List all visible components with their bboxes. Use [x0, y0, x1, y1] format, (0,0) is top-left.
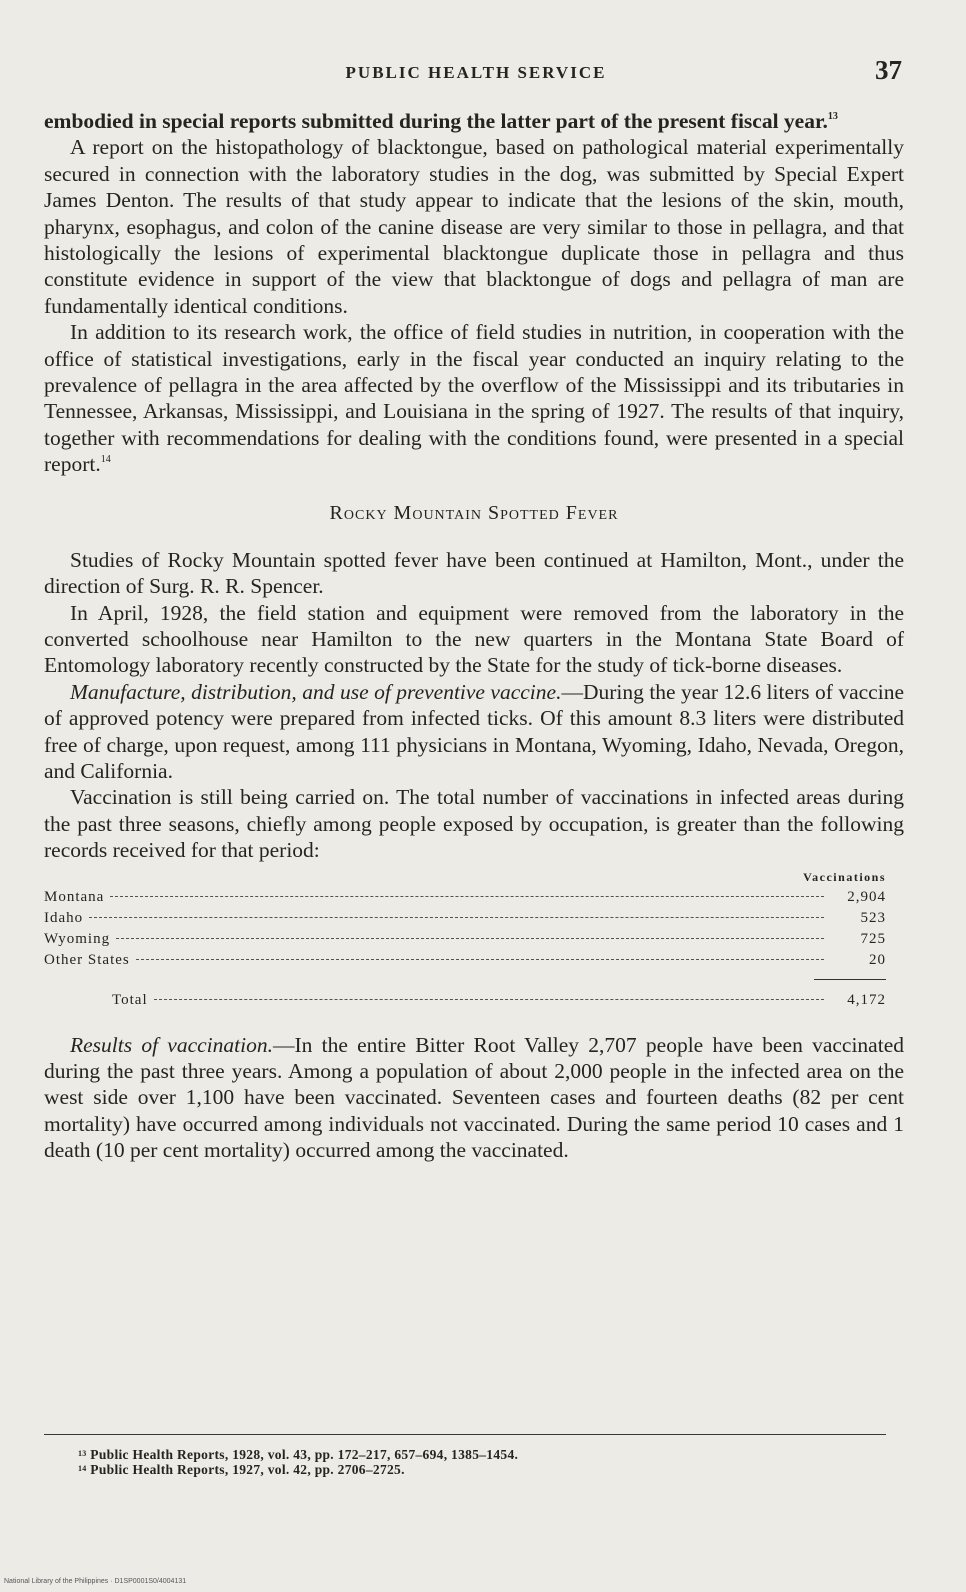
row-label: Wyoming: [44, 930, 111, 947]
row-value: 20: [869, 951, 886, 968]
dot-leader: [89, 917, 824, 918]
table-column-header: Vaccinations: [803, 869, 886, 884]
table-row: [44, 931, 904, 952]
paragraph-text: embodied in special reports submitted during the latter part of the present fiscal year.: [44, 109, 828, 133]
run-in-heading: Results of vaccination.: [70, 1032, 273, 1057]
row-label: Montana: [44, 888, 105, 905]
table-row: [44, 910, 904, 931]
total-label: Total: [112, 991, 148, 1008]
table-total-row: [44, 992, 904, 1016]
total-value: 4,172: [847, 991, 886, 1008]
run-in-heading: Manufacture, distribution, and use of preventive vaccine.: [70, 679, 562, 704]
dot-leader: [110, 896, 824, 897]
vaccination-table: [44, 870, 904, 1016]
row-label: Other States: [44, 951, 130, 968]
footnote-marker: 14: [78, 1464, 87, 1473]
dot-leader: [154, 999, 824, 1000]
footnotes: [44, 1434, 904, 1477]
footnote-ref: 14: [100, 454, 111, 466]
row-value: 725: [860, 930, 886, 947]
paragraph-continued: [44, 108, 904, 134]
footnote: [44, 1462, 904, 1477]
page-number: 37: [875, 55, 902, 85]
library-stamp: National Library of the Philippines · D1SP0001S0/4004131: [4, 1578, 187, 1585]
footnote-divider: [44, 1434, 886, 1435]
paragraph-text: In addition to its research work, the office of field studies in nutrition, in cooperation with the office of statistical investigations, early in the fiscal year conducted an inquiry relating to the prevalence of pellagra in the area affected by the overflow of the Mississippi and its tributaries in Tennessee, Arkansas, Mississippi, and Louisiana in the spring of 1927. The results of that inquiry, together with recommendations for dealing with the conditions found, were presented in a special report.: [44, 320, 904, 477]
paragraph-studies: Studies of Rocky Mountain spotted fever have been continued at Hamilton, Mont., under the direction of Surg. R. R. Spencer.: [44, 547, 904, 599]
paragraph-text: —In the entire Bitter Root Valley 2,707 people have been vaccinated during the past three years. Among a population of about 2,000 people in the infected area on the west side over 1,100 have been vaccinated. Seventeen cases and fourteen deaths (82 per cent mortality) have occurred among individuals not vaccinated. During the same period 10 cases and 1 death (10 per cent mortality) occurred among the vaccinated.: [44, 1032, 904, 1163]
total-rule: [814, 979, 886, 980]
dot-leader: [116, 938, 824, 939]
paragraph-blacktongue: A report on the histopathology of blacktongue, based on pathological material experimentally secured in connection with the laboratory studies in the dog, was submitted by Special Expert James Denton. The results of that study appear to indicate that the lesions of the skin, mouth, pharynx, esophagus, and colon of the canine disease are very similar to those in pellagra, and that histologically the lesions of experimental blacktongue duplicate those in pellagra and thus constitute evidence in support of the view that blacktongue of dogs and pellagra of man are fundamentally identical conditions.: [44, 135, 904, 318]
footnote-ref: 13: [827, 111, 838, 122]
paragraph-pellagra-inquiry: [44, 319, 904, 477]
row-label: Idaho: [44, 909, 84, 926]
footnote-text: Public Health Reports, 1927, vol. 42, pp. 2706–2725.: [90, 1462, 405, 1477]
footnote-marker: 13: [78, 1449, 87, 1458]
page-body: [44, 108, 904, 1164]
paragraph-vaccination: Vaccination is still being carried on. The total number of vaccinations in infected areas during the past three seasons, chiefly among people exposed by occupation, is greater than the following records received for that period:: [44, 785, 904, 863]
footnote-text: Public Health Reports, 1928, vol. 43, pp. 172–217, 657–694, 1385–1454.: [90, 1447, 519, 1462]
running-title: PUBLIC HEALTH SERVICE: [345, 63, 607, 82]
page-header: [46, 55, 906, 91]
row-value: 523: [860, 909, 886, 926]
table-row: [44, 952, 904, 973]
footnote: [44, 1447, 904, 1462]
row-value: 2,904: [847, 888, 886, 905]
paragraph-text: —During the year 12.6 liters of vaccine of approved potency were prepared from infected ticks. Of this amount 8.3 liters were distributed free of charge, upon request, among 111 physicians in Montana, Wyoming, Idaho, Nevada, Oregon, and California.: [44, 679, 904, 783]
table-row: [44, 889, 904, 910]
paragraph-results: [44, 1032, 904, 1164]
paragraph-field-station: In April, 1928, the field station and equipment were removed from the laboratory in the converted schoolhouse near Hamilton to the new quarters in the Montana State Board of Entomology laboratory recently constructed by the State for the study of tick-borne diseases.: [44, 600, 904, 678]
dot-leader: [136, 959, 824, 960]
paragraph-vaccine: [44, 679, 904, 785]
section-heading: Rocky Mountain Spotted Fever: [329, 501, 619, 524]
